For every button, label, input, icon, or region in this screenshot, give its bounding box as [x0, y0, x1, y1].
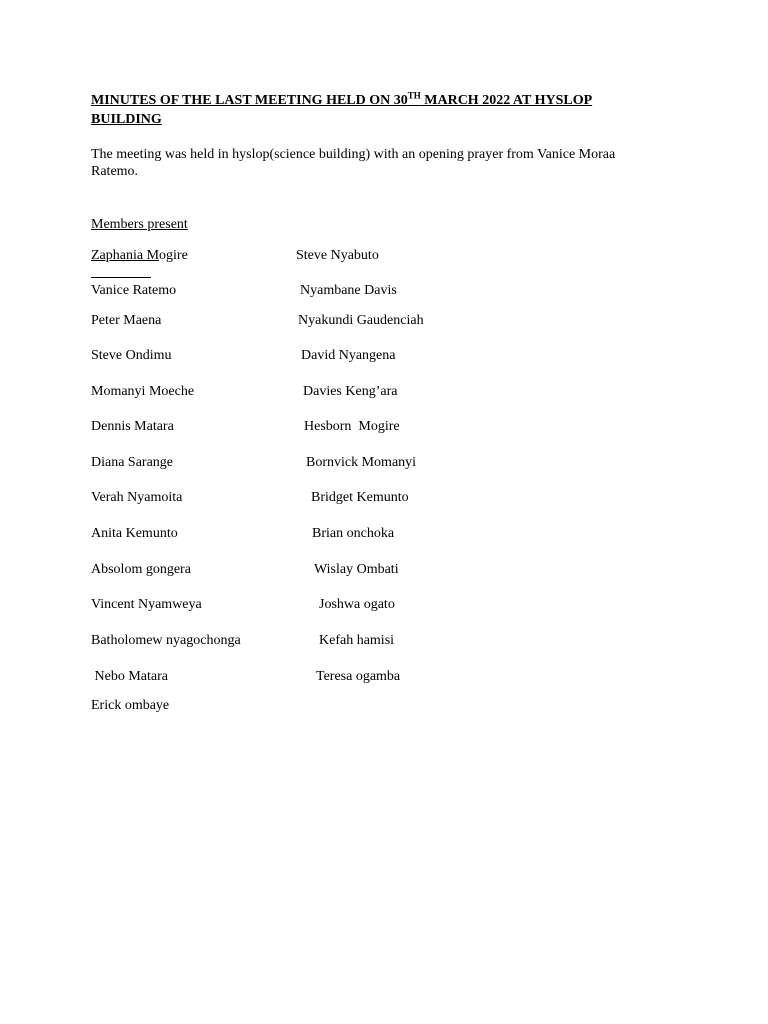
member-left-5: Dennis Matara [91, 419, 174, 434]
member-left-3: Steve Ondimu [91, 348, 172, 363]
member-left-13: Erick ombaye [91, 698, 170, 713]
page-title [91, 91, 651, 129]
member-left-10: Vincent Nyamweya [91, 597, 202, 612]
member-left-12: Nebo Matara [91, 669, 168, 684]
member-right-9: Wislay Ombati [314, 562, 399, 577]
member-right-8: Brian onchoka [312, 526, 395, 541]
member-left-11: Batholomew nyagochonga [91, 633, 241, 648]
member-right-4: Davies Keng’ara [303, 384, 398, 399]
title-superscript: TH [407, 90, 421, 101]
title-text-part1: MINUTES OF THE LAST MEETING HELD ON 30 [91, 93, 408, 108]
member-right-6: Bornvick Momanyi [306, 455, 417, 470]
member-right-10: Joshwa ogato [319, 597, 395, 612]
member-right-12: Teresa ogamba [316, 669, 401, 684]
member-left-2: Peter Maena [91, 313, 162, 328]
member-left-0 [91, 247, 188, 264]
member-right-11: Kefah hamisi [319, 633, 395, 648]
member-right-3: David Nyangena [301, 348, 396, 363]
member-left-0-underlined: Zaphania M [91, 248, 160, 263]
member-right-2: Nyakundi Gaudenciah [298, 313, 424, 328]
member-right-7: Bridget Kemunto [311, 490, 409, 505]
underline-stub [91, 277, 151, 278]
member-left-7: Verah Nyamoita [91, 490, 183, 505]
member-left-4: Momanyi Moeche [91, 384, 195, 399]
member-left-1: Vanice Ratemo [91, 283, 177, 298]
member-left-6: Diana Sarange [91, 455, 174, 470]
member-right-1: Nyambane Davis [300, 283, 397, 298]
member-left-9: Absolom gongera [91, 562, 191, 577]
member-left-8: Anita Kemunto [91, 526, 178, 541]
title-text-part2: MARCH 2022 AT HYSLOP BUILDING [91, 93, 593, 127]
members-heading: Members present [91, 217, 188, 232]
member-left-0-rest: ogire [159, 248, 188, 263]
member-right-0: Steve Nyabuto [296, 248, 379, 263]
member-right-5: Hesborn Mogire [304, 419, 400, 434]
intro-paragraph: The meeting was held in hyslop(science building) with an opening prayer from Vanice Moraa Ratemo. [91, 147, 616, 179]
